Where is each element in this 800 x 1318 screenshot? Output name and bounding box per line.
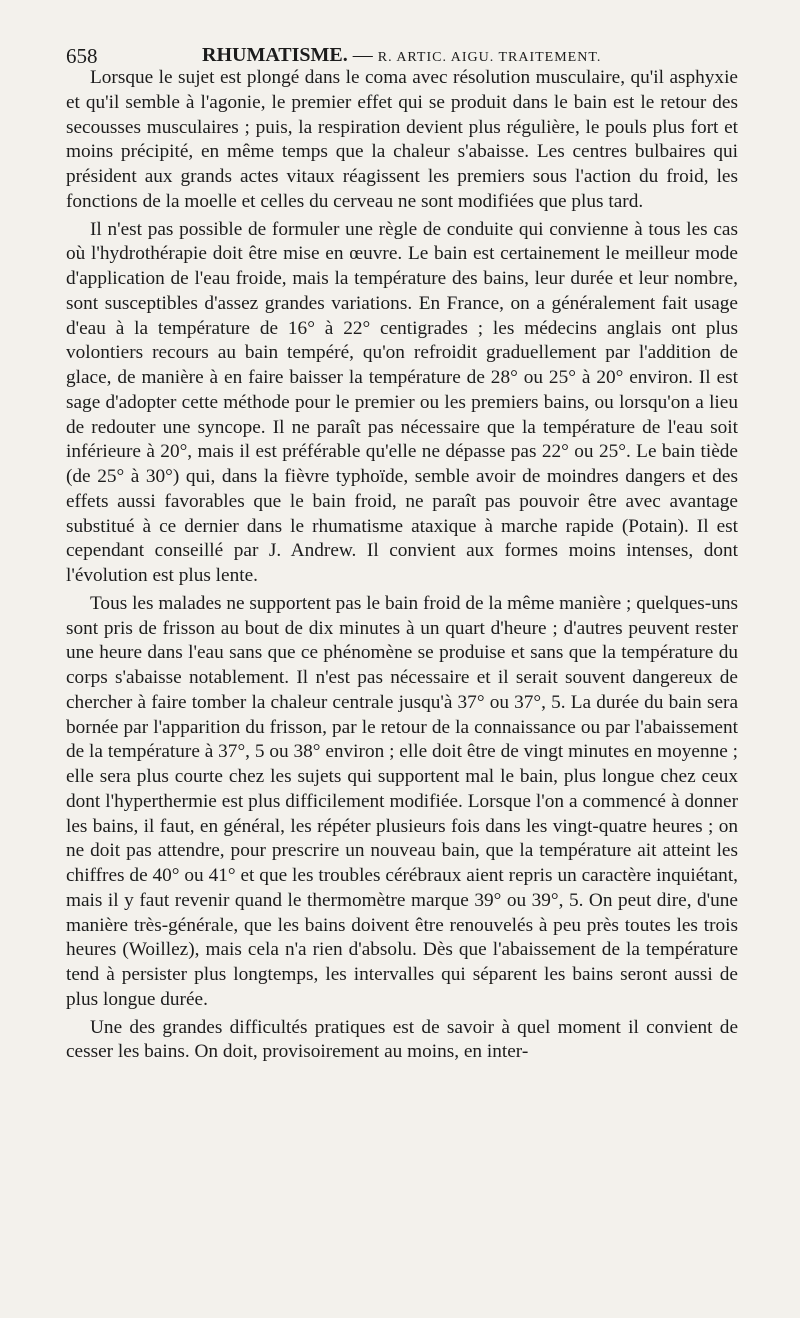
paragraph: Il n'est pas possible de formuler une règle de conduite qui convienne à tous les cas où l'hydrothérapie doit être mise en œuvre. Le bain est certainement le meilleur mode d'application de l'eau froide, mais la température des bains, leur durée et leur nombre, sont susceptibles d'assez grandes variations. En France, on a généralement fait usage d'eau à la température de 16° à 22° centigrades ; les médecins anglais ont plus volontiers recours au bain tempéré, qu'on refroidit graduellement par l'addition de glace, de manière à en faire baisser la température de 28° ou 25° à 20° environ. Il est sage d'adopter cette méthode pour le premier ou les premiers bains, ou lorsqu'on a lieu de redouter une syncope. Il ne paraît pas nécessaire que la température de l'eau soit inférieure à 20°, mais il est préférable qu'elle ne dépasse pas 22° ou 25°. Le bain tiède (de 25° à 30°) qui, dans la fièvre typhoïde, semble avoir de moindres dangers et des effets aussi favorables que le bain froid, ne paraît pas pouvoir être avec avantage substitué à ce dernier dans le rhumatisme ataxique à marche rapide (Potain). Il est cependant conseillé par J. Andrew. Il convient aux formes moins intenses, dont l'évolution est plus lente. [66,218,738,586]
running-title: RHUMATISME. [202,44,348,66]
running-separator: — [352,44,373,66]
page-number: 658 [66,44,98,68]
paragraph: Lorsque le sujet est plongé dans le coma avec résolution musculaire, qu'il asphyxie et qu'il semble à l'agonie, le premier effet qui se produit dans le bain est le retour des secousses musculaires ; puis, la respiration devient plus régulière, le pouls plus fort et moins précipité, en même temps que la chaleur s'abaisse. Les centres bulbaires qui président aux grands actes vitaux réagissent les premiers sous l'action du froid, les fonctions de la moelle et celles du cerveau ne sont modifiées que plus tard. [66,67,738,212]
paragraph: Une des grandes difficultés pratiques est de savoir à quel moment il convient de cesser les bains. On doit, provisoirement au moins, en inter- [66,1016,738,1063]
paragraph: Tous les malades ne supportent pas le bain froid de la même manière ; quelques-uns sont pris de frisson au bout de dix minutes à un quart d'heure ; d'autres peuvent rester une heure dans l'eau sans que ce phénomène se produise et sans que la température du corps s'abaisse notablement. Il n'est pas nécessaire et il serait souvent dangereux de chercher à faire tomber la chaleur centrale jusqu'à 37° ou 37°, 5. La durée du bain sera bornée par l'apparition du frisson, par le retour de la connaissance ou par l'abaissement de la température à 37°, 5 ou 38° environ ; elle doit être de vingt minutes en moyenne ; elle sera plus courte chez les sujets qui supportent mal le bain, plus longue chez ceux dont l'hyperthermie est plus difficilement modifiée. Lorsque l'on a commencé à donner les bains, il faut, en général, les répéter plusieurs fois dans les vingt-quatre heures ; on ne doit pas attendre, pour prescrire un nouveau bain, que la température ait atteint les chiffres de 40° ou 41° et que les troubles cérébraux aient repris un caractère inquiétant, mais il y faut revenir quand le thermomètre marque 39° ou 39°, 5. On peut dire, d'une manière très-générale, que les bains doivent être renouvelés à peu près toutes les trois heures (Woillez), mais cela n'a rien d'absolu. Dès que l'abaissement de la température tend à persister plus longtemps, les intervalles qui séparent les bains seront aussi de plus longue durée. [66,592,738,1010]
running-subtitle: R. ARTIC. AIGU. TRAITEMENT. [377,50,602,65]
body-text [66,66,738,1065]
running-head [202,44,601,67]
